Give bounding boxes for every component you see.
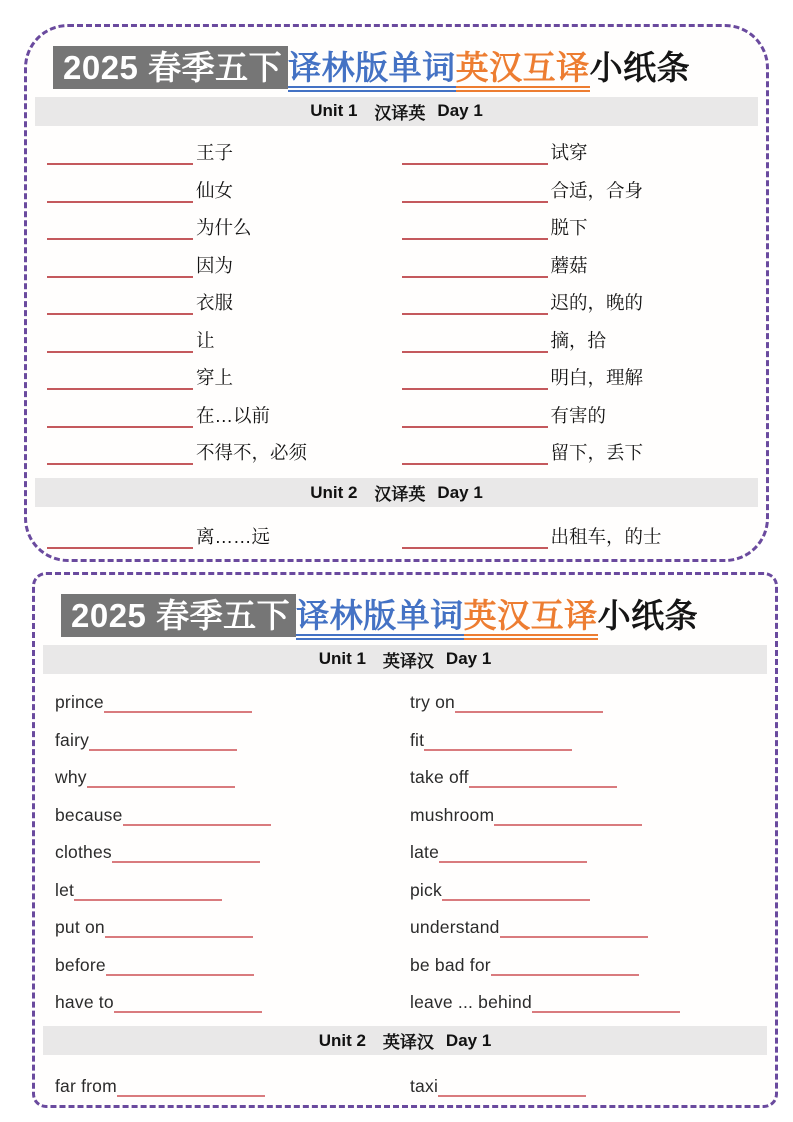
vocab-item [47, 359, 402, 397]
vocab-item [55, 794, 410, 832]
chinese-word: 衣服 [196, 292, 234, 314]
answer-blank-line [47, 331, 193, 352]
vocab-item [410, 719, 765, 757]
answer-blank-line [402, 406, 548, 427]
chinese-word: 迟的，晚的 [550, 292, 644, 314]
chinese-word: 让 [196, 329, 215, 351]
answer-blank-line [491, 954, 639, 975]
vocab-item [410, 907, 765, 945]
english-word: fairy [55, 729, 90, 750]
day-label: Day 1 [445, 649, 492, 669]
answer-blank-line [469, 767, 617, 788]
vocab-item [410, 832, 765, 870]
answer-blank-line [117, 1076, 265, 1097]
section-header-unit2 [35, 478, 758, 507]
title-term-translation: 英汉互译 [464, 597, 598, 640]
title-term-textbook: 译林版单词 [296, 597, 464, 640]
title-term-prefix: 2025 春季五下 [53, 46, 288, 89]
day-label: Day 1 [437, 482, 483, 502]
chinese-word: 蘑菇 [550, 254, 588, 276]
vocab-item [47, 209, 402, 247]
answer-blank-line [105, 917, 253, 938]
answer-blank-line [74, 879, 222, 900]
chinese-word: 合适，合身 [550, 179, 644, 201]
vocab-item [47, 396, 402, 434]
english-word: why [55, 767, 87, 788]
vocab-list-unit1 [47, 134, 756, 472]
answer-blank-line [402, 444, 548, 465]
english-word: mushroom [410, 804, 495, 825]
mode-label: 汉译英 [374, 485, 426, 505]
vocab-item [410, 794, 765, 832]
vocab-list-unit2 [55, 1063, 765, 1103]
mode-label: 汉译英 [374, 103, 426, 123]
chinese-word: 试穿 [550, 142, 588, 164]
vocab-item [402, 134, 757, 172]
vocab-item [47, 284, 402, 322]
title-term-suffix: 小纸条 [589, 49, 691, 86]
vocab-item [402, 396, 757, 434]
answer-blank-line [112, 842, 260, 863]
title-term-translation: 英汉互译 [456, 49, 590, 92]
vocab-item [402, 321, 757, 359]
answer-blank-line [47, 369, 193, 390]
vocab-item [402, 284, 757, 322]
answer-blank-line [402, 294, 548, 315]
answer-blank-line [500, 917, 648, 938]
vocab-item [47, 321, 402, 359]
answer-blank-line [47, 256, 193, 277]
answer-blank-line [47, 181, 193, 202]
day-label: Day 1 [445, 1030, 492, 1050]
vocab-item [410, 682, 765, 720]
answer-blank-line [47, 219, 193, 240]
answer-blank-line [89, 729, 237, 750]
answer-blank-line [47, 444, 193, 465]
english-word: understand [410, 917, 500, 938]
answer-blank-line [402, 528, 548, 549]
answer-blank-line [532, 992, 680, 1013]
answer-blank-line [442, 879, 590, 900]
worksheet-title [53, 46, 766, 90]
answer-blank-line [87, 767, 235, 788]
vocab-item [410, 982, 765, 1020]
english-word: pick [410, 879, 442, 900]
english-word: because [55, 804, 123, 825]
vocab-list-unit2 [47, 515, 756, 555]
answer-blank-line [47, 144, 193, 165]
answer-blank-line [104, 692, 252, 713]
answer-blank-line [106, 954, 254, 975]
english-word: before [55, 954, 106, 975]
answer-blank-line [47, 406, 193, 427]
vocab-item [55, 719, 410, 757]
day-label: Day 1 [437, 101, 483, 121]
vocab-item [55, 869, 410, 907]
vocab-item [55, 832, 410, 870]
chinese-word: 离……远 [196, 526, 271, 548]
chinese-word: 留下，丢下 [550, 442, 644, 464]
vocab-item [402, 359, 757, 397]
vocab-item [402, 209, 757, 247]
vocab-item [410, 1063, 765, 1103]
answer-blank-line [402, 256, 548, 277]
worksheet-title [61, 594, 775, 638]
english-word: take off [410, 767, 469, 788]
chinese-word: 有害的 [550, 404, 607, 426]
answer-blank-line [402, 219, 548, 240]
unit-label: Unit 2 [310, 482, 358, 502]
english-word: try on [410, 692, 455, 713]
vocab-item [410, 757, 765, 795]
answer-blank-line [402, 369, 548, 390]
vocab-item [402, 171, 757, 209]
answer-blank-line [439, 842, 587, 863]
vocab-item [47, 434, 402, 472]
unit-label: Unit 2 [318, 1030, 366, 1050]
english-word: prince [55, 692, 104, 713]
vocab-item [55, 907, 410, 945]
chinese-word: 为什么 [196, 217, 252, 239]
worksheet-card-yingyihan [32, 572, 778, 1108]
vocab-item [55, 944, 410, 982]
vocab-item [55, 682, 410, 720]
chinese-word: 在…以前 [196, 404, 271, 426]
section-header-unit1 [43, 645, 767, 674]
title-term-prefix: 2025 春季五下 [61, 594, 296, 637]
english-word: be bad for [410, 954, 491, 975]
english-word: let [55, 879, 75, 900]
worksheet-card-hanyiying [24, 24, 769, 562]
answer-blank-line [402, 181, 548, 202]
answer-blank-line [494, 804, 642, 825]
vocab-item [410, 869, 765, 907]
english-word: have to [55, 992, 114, 1013]
english-word: fit [410, 729, 425, 750]
answer-blank-line [47, 528, 193, 549]
vocab-item [55, 757, 410, 795]
answer-blank-line [402, 331, 548, 352]
chinese-word: 脱下 [550, 217, 588, 239]
answer-blank-line [424, 729, 572, 750]
chinese-word: 明白，理解 [550, 367, 644, 389]
english-word: taxi [410, 1076, 439, 1097]
vocab-item [47, 171, 402, 209]
chinese-word: 摘，拾 [550, 329, 607, 351]
chinese-word: 王子 [196, 142, 234, 164]
unit-label: Unit 1 [318, 649, 366, 669]
answer-blank-line [47, 294, 193, 315]
answer-blank-line [455, 692, 603, 713]
english-word: far from [55, 1076, 117, 1097]
chinese-word: 仙女 [196, 179, 234, 201]
chinese-word: 因为 [196, 254, 234, 276]
mode-label: 英译汉 [382, 1033, 434, 1053]
vocab-item [402, 515, 757, 555]
vocab-item [55, 1063, 410, 1103]
answer-blank-line [123, 804, 271, 825]
mode-label: 英译汉 [382, 651, 434, 671]
english-word: late [410, 842, 440, 863]
vocab-item [55, 982, 410, 1020]
answer-blank-line [438, 1076, 586, 1097]
section-header-unit2 [43, 1026, 767, 1055]
title-term-textbook: 译林版单词 [288, 49, 456, 92]
chinese-word: 不得不，必须 [196, 442, 308, 464]
vocab-item [402, 246, 757, 284]
vocab-item [47, 134, 402, 172]
title-term-suffix: 小纸条 [597, 597, 699, 634]
english-word: leave ... behind [410, 992, 532, 1013]
vocab-item [402, 434, 757, 472]
english-word: put on [55, 917, 105, 938]
vocab-list-unit1 [55, 682, 765, 1020]
answer-blank-line [114, 992, 262, 1013]
unit-label: Unit 1 [310, 101, 358, 121]
chinese-word: 穿上 [196, 367, 234, 389]
vocab-item [47, 515, 402, 555]
chinese-word: 出租车，的士 [550, 526, 662, 548]
answer-blank-line [402, 144, 548, 165]
section-header-unit1 [35, 97, 758, 126]
vocab-item [410, 944, 765, 982]
english-word: clothes [55, 842, 112, 863]
vocab-item [47, 246, 402, 284]
